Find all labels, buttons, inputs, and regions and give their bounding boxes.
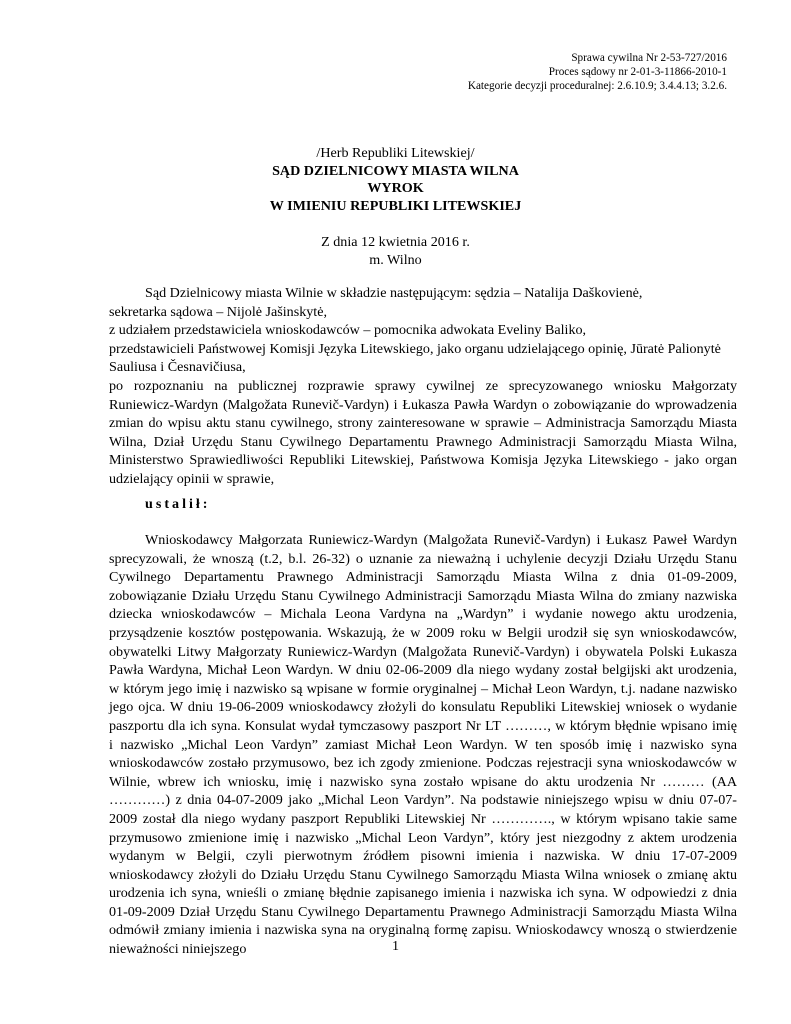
body-line: wydanym w Belgii, czyli pierwotnym źródłem pisowni imienia i nazwiska. W dniu 17-07-2009: [109, 848, 737, 865]
body-line: …………) z dnia 04-07-2009 jako „Michal Leon Vardyn”. Na podstawie niniejszego wpisu w dniu 07-07-: [109, 792, 737, 809]
findings-paragraph: [109, 531, 737, 959]
body-line: Cywilnego Departamentu Prawnego Administracji Samorządu Miasta Wilna z dnia 01-09-2009,: [109, 569, 737, 586]
body-line: paszportu dla ich syna. Konsulat wydał tymczasowy paszport Nr LT ………, w którym błędnie wpisano imię: [109, 717, 737, 734]
body-line: zobowiązanie Działu Urzędu Stanu Cywilnego Administracji Samorządu Miasta Wilna do zmiany nazwiska: [109, 587, 737, 604]
body-line: 2009 został dla niego wydany paszport Republiki Litewskiej Nr …………., w którym wpisano takie same: [109, 810, 737, 827]
intro-line: Ministerstwo Sprawiedliwości Republiki Litewskiej, Państwowa Komisja Języka Litewskiego - jako organ: [109, 452, 737, 469]
intro-line: Sauliusa i Česnavičiusa,: [109, 359, 246, 376]
body-line: dziecka wnioskodawców – Michala Leona Vardyna na „Wardyn” i wydanie nowego aktu urodzenia,: [109, 606, 737, 623]
intro-paragraph: [109, 284, 737, 489]
body-line: wnioskodawcy złożyli do Działu Urzędu Stanu Cywilnego Samorządu Miasta Wilna wniosek o zmianę aktu: [109, 866, 737, 883]
document-type: WYROK: [367, 180, 424, 197]
process-number: Proces sądowy nr 2-01-3-11866-2010-1: [548, 65, 727, 78]
intro-line: udzielający opinii w sprawie,: [109, 470, 275, 487]
body-line: przysądzenie kosztów postępowania. Wskazują, że w 2009 roku w Belgii urodził się syn wnioskodawców,: [109, 624, 737, 641]
court-name: SĄD DZIELNICOWY MIASTA WILNA: [272, 162, 519, 179]
body-line: i nazwisko „Michal Leon Vardyn” zamiast Michał Leon Wardyn. W ten sposób imię i nazwisko syna: [109, 736, 737, 753]
body-line: sprecyzowali, że wnoszą (t.2, b.l. 26-32) o uznanie za nieważną i uchylenie decyzji Działu Urzędu Stanu: [109, 550, 737, 567]
intro-line: Runiewicz-Wardyn (Malgožata Runevič-Vardyn) i Łukasza Pawła Wardyn o zobowiązanie do wprowadzenia: [109, 396, 737, 413]
in-name-of: W IMIENIU REPUBLIKI LITEWSKIEJ: [269, 197, 522, 214]
body-line: wnioskodawców zostało przymusowo, bez ich zgody zmienione. Podczas rejestracji syna wnioskodawców w: [109, 755, 737, 772]
judgment-date: Z dnia 12 kwietnia 2016 r.: [321, 234, 470, 250]
page-number: 1: [391, 938, 400, 954]
body-line: urodzenia ich syna, wnieśli o zmianę błędnie zapisanego imienia i nazwiska ich syna. W odpowiedzi z dnia: [109, 885, 737, 902]
body-line: nieważności niniejszego: [109, 941, 247, 958]
intro-line: sekretarka sądowa – Nijolė Jašinskytė,: [109, 303, 327, 320]
document-header: [0, 145, 791, 215]
intro-line: Wilna, Dział Urzędu Stanu Cywilnego Departamentu Prawnego Administracji Samorządu Miasta Wilna,: [109, 433, 737, 450]
case-number: Sprawa cywilna Nr 2-53-727/2016: [571, 52, 727, 64]
emblem-note: /Herb Republiki Litewskiej/: [316, 145, 475, 161]
body-line: w którym jego imię i nazwisko są wpisane w formie oryginalnej – Michał Leon Wardyn, t.j. nadane nazwisko: [109, 680, 737, 697]
date-place: [0, 234, 791, 269]
intro-line: zmian do wpisu aktu stanu cywilnego, strony zainteresowane w sprawie – Administracja Samorządu Miasta: [109, 415, 737, 432]
intro-line: po rozpoznaniu na publicznej rozprawie sprawy cywilnej ze sprecyzowanego wniosku Małgorzaty: [109, 377, 737, 394]
body-line: przymusowo zmienione imię i nazwisko „Michal Leon Vardyn”, który jest niezgodny z aktem urodzenia: [109, 829, 737, 846]
body-line: obywatelki Litwy Małgorzaty Runiewicz-Wardyn (Malgožata Runevič-Vardyn) i obywatela Polski Łukasza: [109, 643, 737, 660]
decision-categories: Kategorie decyzji proceduralnej: 2.6.10.9; 3.4.4.13; 3.2.6.: [467, 79, 727, 92]
body-line: jego ojca. W dniu 19-06-2009 wnioskodawcy złożyli do konsulatu Republiki Litewskiej wniosek o wydanie: [109, 699, 737, 716]
body-line: Wilnie, wbrew ich wniosku, imię i nazwisko syna zostało wpisane do aktu urodzenia Nr ……… (AA: [109, 773, 737, 790]
body-line: odmówił zmiany imienia i nazwiska syna na oryginalną formę zapisu. Wnioskodawcy wnoszą o stwierdzenie: [109, 922, 737, 939]
section-heading: ustalił:: [145, 496, 211, 512]
intro-line: Sąd Dzielnicowy miasta Wilnie w składzie następującym: sędzia – Natalija Daškovienė,: [145, 285, 643, 301]
body-line: Wnioskodawcy Małgorzata Runiewicz-Wardyn (Malgožata Runevič-Vardyn) i Łukasz Paweł Wardyn: [145, 532, 737, 548]
judgment-place: m. Wilno: [369, 251, 422, 268]
intro-line: z udziałem przedstawiciela wnioskodawców – pomocnika adwokata Eveliny Baliko,: [109, 322, 587, 339]
body-line: 01-09-2009 Dział Urzędu Stanu Cywilnego Departamentu Prawnego Administracji Samorządu Miasta Wilna: [109, 903, 737, 920]
intro-line: przedstawicieli Państwowej Komisji Języka Litewskiego, jako organu udzielającego opinię, Jūratė Palionytė: [109, 340, 721, 357]
case-metadata: [468, 52, 727, 93]
body-line: Pawła Wardyna, Michał Leon Wardyn. W dniu 02-06-2009 dla niego wydany został belgijski akt urodzenia,: [109, 662, 737, 679]
